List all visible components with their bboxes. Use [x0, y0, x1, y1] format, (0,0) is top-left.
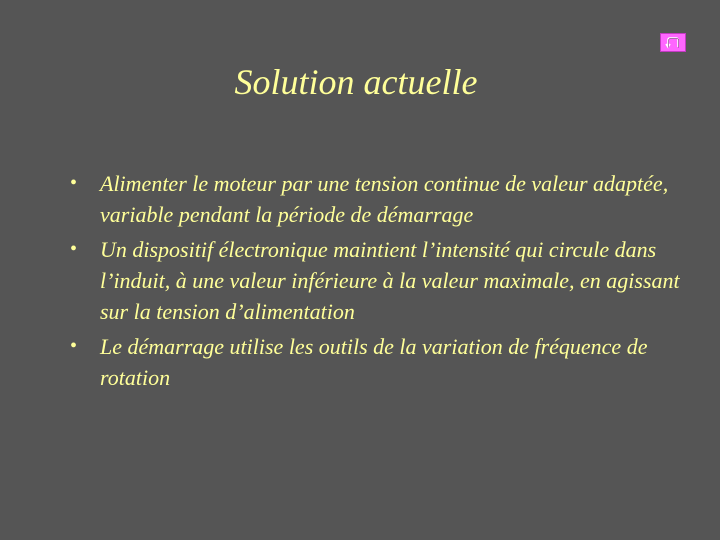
bullet-mark: • [70, 335, 78, 357]
bullet-item [70, 168, 690, 230]
slide-title: Solution actuelle [234, 62, 478, 102]
bullet-text: Alimenter le moteur par une tension continue de valeur adaptée, variable pendant la période de démarrage [100, 171, 669, 227]
bullet-item [70, 331, 690, 393]
bullet-text: Un dispositif électronique maintient l’intensité qui circule dans l’induit, à une valeur inférieure à la valeur maximale, en agissant sur la tension d’alimentation [100, 237, 680, 324]
bullet-item [70, 234, 690, 327]
return-arrow-icon [665, 36, 681, 50]
return-button[interactable] [660, 33, 686, 52]
bullet-mark: • [70, 238, 78, 260]
bullet-text: Le démarrage utilise les outils de la variation de fréquence de rotation [100, 334, 648, 390]
bullet-list [70, 168, 690, 397]
bullet-mark: • [70, 172, 78, 194]
